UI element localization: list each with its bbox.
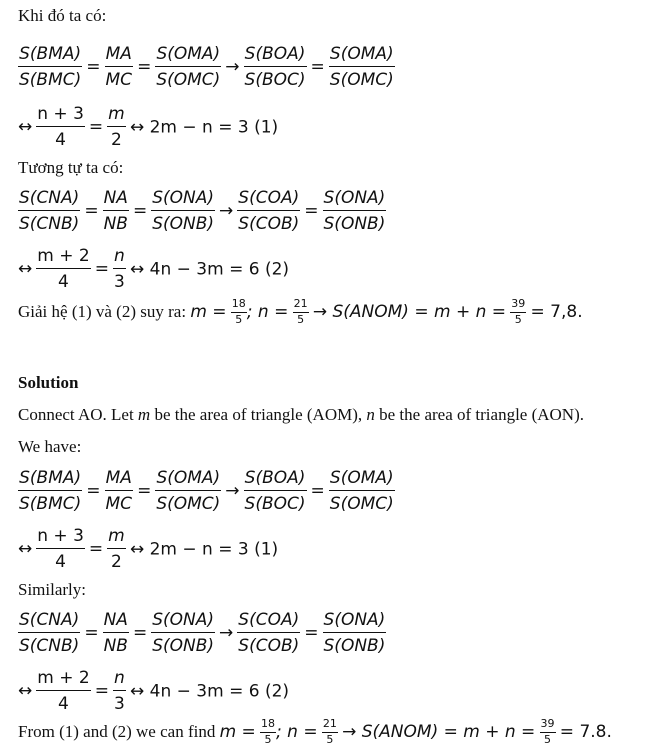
fraction-numerator: S(OMA) <box>329 468 395 491</box>
fraction-denominator: S(ONB) <box>152 636 215 657</box>
fraction-numerator: 39 <box>540 718 556 733</box>
fraction-numerator: MA <box>105 44 134 67</box>
fraction-denominator: 5 <box>297 312 305 326</box>
fraction-numerator: S(CNA) <box>18 610 80 633</box>
fraction-denominator: S(COB) <box>238 214 300 235</box>
fraction-numerator: m <box>107 104 126 127</box>
fraction-denominator: 3 <box>113 272 125 293</box>
fraction-numerator: m + 2 <box>36 246 90 269</box>
fraction-denominator: 5 <box>514 312 522 326</box>
fraction-denominator: S(OMC) <box>329 494 394 515</box>
vi-ratio-equation-2: $\frac{\text{S(CNA)}}{\text{S(CNB)}}$ = $\frac{NA}{NB}$ = $\frac{\text{S(ONA)}}{\text{S(ONB)}}$ → $\frac{\text{S(COA)}}{\text{S(COB)}}$ = $\frac{\text{S(ONA)}}{\text{S(ONB)}}$ <box>19 188 386 235</box>
fraction-denominator: NB <box>103 214 128 235</box>
fraction-numerator: n <box>113 668 126 691</box>
fraction-denominator: 5 <box>326 732 334 746</box>
fraction-numerator: NA <box>103 610 129 633</box>
vi-equation-1: ↔ $\frac{n + 3}{4}$ = $\frac{m}{2}$ ↔ 2m − n = 3 (1) <box>18 104 279 151</box>
fraction-denominator: S(ONB) <box>323 636 386 657</box>
fraction-numerator: n <box>113 246 126 269</box>
equivalence-arrow: ↔ <box>18 539 33 560</box>
fraction-numerator: S(ONA) <box>151 188 215 211</box>
vi-similar-text: Tương tự ta có: <box>18 158 124 177</box>
fraction-numerator: 39 <box>510 298 526 313</box>
fraction-denominator: 2 <box>111 130 122 151</box>
fraction-denominator: 4 <box>58 694 69 715</box>
fraction-numerator: m + 2 <box>36 668 90 691</box>
text-span: be the area of triangle (AON). <box>374 405 584 424</box>
fraction-denominator: S(CNB) <box>19 214 80 235</box>
equation-result: ↔ 4n − 3m = 6 (2) <box>130 681 290 702</box>
fraction-numerator: S(OMA) <box>155 468 221 491</box>
equivalence-arrow: ↔ <box>18 259 33 280</box>
var-m: m <box>137 405 151 424</box>
final-text: Giải hệ (1) và (2) suy ra: <box>18 302 187 322</box>
en-ratio-equation-1: $\frac{\text{S(BMA)}}{\text{S(BMC)}}$ = $\frac{MA}{MC}$ = $\frac{\text{S(OMA)}}{\text{S(OMC)}}$ → $\frac{\text{S(BOA)}}{\text{S(BOC)}}$ = $\frac{\text{S(OMA)}}{\text{S(OMC)}}$ <box>19 468 394 515</box>
fraction-denominator: 2 <box>111 552 122 573</box>
var-n: n <box>366 405 375 424</box>
n-label: ; n = <box>246 302 289 323</box>
fraction-numerator: MA <box>105 468 134 491</box>
vi-equation-2: ↔ $\frac{m + 2}{4}$ = $\frac{n}{3}$ ↔ 4n − 3m = 6 (2) <box>18 246 290 293</box>
fraction-numerator: n + 3 <box>36 104 85 127</box>
fraction-numerator: 21 <box>293 298 309 313</box>
fraction-numerator: S(COA) <box>237 188 300 211</box>
fraction-numerator: NA <box>103 188 129 211</box>
fraction-denominator: S(BOC) <box>244 494 306 515</box>
final-text: From (1) and (2) we can find <box>18 722 216 742</box>
fraction-denominator: 4 <box>58 272 69 293</box>
fraction-denominator: S(COB) <box>238 636 300 657</box>
en-equation-2: ↔ $\frac{m + 2}{4}$ = $\frac{n}{3}$ ↔ 4n − 3m = 6 (2) <box>18 668 290 715</box>
fraction-numerator: S(BMA) <box>18 468 82 491</box>
equivalence-arrow: ↔ <box>18 117 33 138</box>
equation-result: ↔ 4n − 3m = 6 (2) <box>130 259 290 280</box>
fraction-numerator: S(BMA) <box>18 44 82 67</box>
fraction-numerator: S(CNA) <box>18 188 80 211</box>
final-value: = 7.8. <box>559 722 612 743</box>
equivalence-arrow: ↔ <box>18 681 33 702</box>
m-label: m = <box>190 302 227 323</box>
fraction-denominator: MC <box>105 70 133 91</box>
fraction-denominator: S(BOC) <box>244 70 306 91</box>
fraction-denominator: S(ONB) <box>323 214 386 235</box>
vi-final-result <box>18 298 583 326</box>
en-intro: We have: <box>18 437 82 456</box>
m-label: m = <box>219 722 256 743</box>
fraction-denominator: MC <box>105 494 133 515</box>
fraction-numerator: S(OMA) <box>329 44 395 67</box>
fraction-denominator: NB <box>103 636 128 657</box>
en-similar-text: Similarly: <box>18 580 86 599</box>
fraction-denominator: 5 <box>264 732 272 746</box>
fraction-numerator: S(COA) <box>237 610 300 633</box>
fraction-denominator: 3 <box>113 694 125 715</box>
fraction-denominator: S(CNB) <box>19 636 80 657</box>
fraction-numerator: S(OMA) <box>155 44 221 67</box>
fraction-denominator: 5 <box>235 312 243 326</box>
fraction-numerator: 18 <box>260 718 276 733</box>
area-expression: → S(ANOM) = m + n = <box>342 722 536 743</box>
fraction-denominator: S(BMC) <box>19 494 82 515</box>
fraction-denominator: 4 <box>55 130 66 151</box>
fraction-numerator: S(ONA) <box>323 610 387 633</box>
fraction-denominator: S(OMC) <box>156 494 221 515</box>
fraction-denominator: S(OMC) <box>329 70 394 91</box>
fraction-numerator: S(BOA) <box>244 44 307 67</box>
vi-intro: Khi đó ta có: <box>18 6 107 25</box>
fraction-numerator: 18 <box>231 298 247 313</box>
final-value: = 7,8. <box>530 302 583 323</box>
fraction-denominator: 4 <box>55 552 66 573</box>
fraction-denominator: 5 <box>544 732 552 746</box>
text-span: be the area of triangle (AOM), <box>150 405 367 424</box>
en-final-result <box>18 718 612 746</box>
fraction-numerator: 21 <box>322 718 338 733</box>
en-ratio-equation-2: $\frac{\text{S(CNA)}}{\text{S(CNB)}}$ = $\frac{NA}{NB}$ = $\frac{\text{S(ONA)}}{\text{S(ONB)}}$ → $\frac{\text{S(COA)}}{\text{S(COB)}}$ = $\frac{\text{S(ONA)}}{\text{S(ONB)}}$ <box>19 610 386 657</box>
area-expression: → S(ANOM) = m + n = <box>312 302 507 323</box>
equation-result: ↔ 2m − n = 3 (1) <box>129 539 279 560</box>
solution-heading: Solution <box>18 373 79 392</box>
fraction-numerator: S(ONA) <box>151 610 215 633</box>
en-equation-1: ↔ $\frac{n + 3}{4}$ = $\frac{m}{2}$ ↔ 2m − n = 3 (1) <box>18 526 279 573</box>
equation-result: ↔ 2m − n = 3 (1) <box>129 117 279 138</box>
en-connect-text <box>18 405 584 425</box>
text-span: Connect AO. Let <box>18 405 138 424</box>
n-label: ; n = <box>276 722 318 743</box>
fraction-denominator: S(OMC) <box>156 70 221 91</box>
fraction-numerator: S(BOA) <box>244 468 307 491</box>
fraction-denominator: S(ONB) <box>152 214 215 235</box>
vi-ratio-equation-1: $\frac{\text{S(BMA)}}{\text{S(BMC)}}$ = $\frac{MA}{MC}$ = $\frac{\text{S(OMA)}}{\text{S(OMC)}}$ → $\frac{\text{S(BOA)}}{\text{S(BOC)}}$ = $\frac{\text{S(OMA)}}{\text{S(OMC)}}$ <box>19 44 394 91</box>
fraction-numerator: S(ONA) <box>323 188 387 211</box>
fraction-numerator: m <box>107 526 126 549</box>
fraction-denominator: S(BMC) <box>19 70 82 91</box>
fraction-numerator: n + 3 <box>36 526 85 549</box>
